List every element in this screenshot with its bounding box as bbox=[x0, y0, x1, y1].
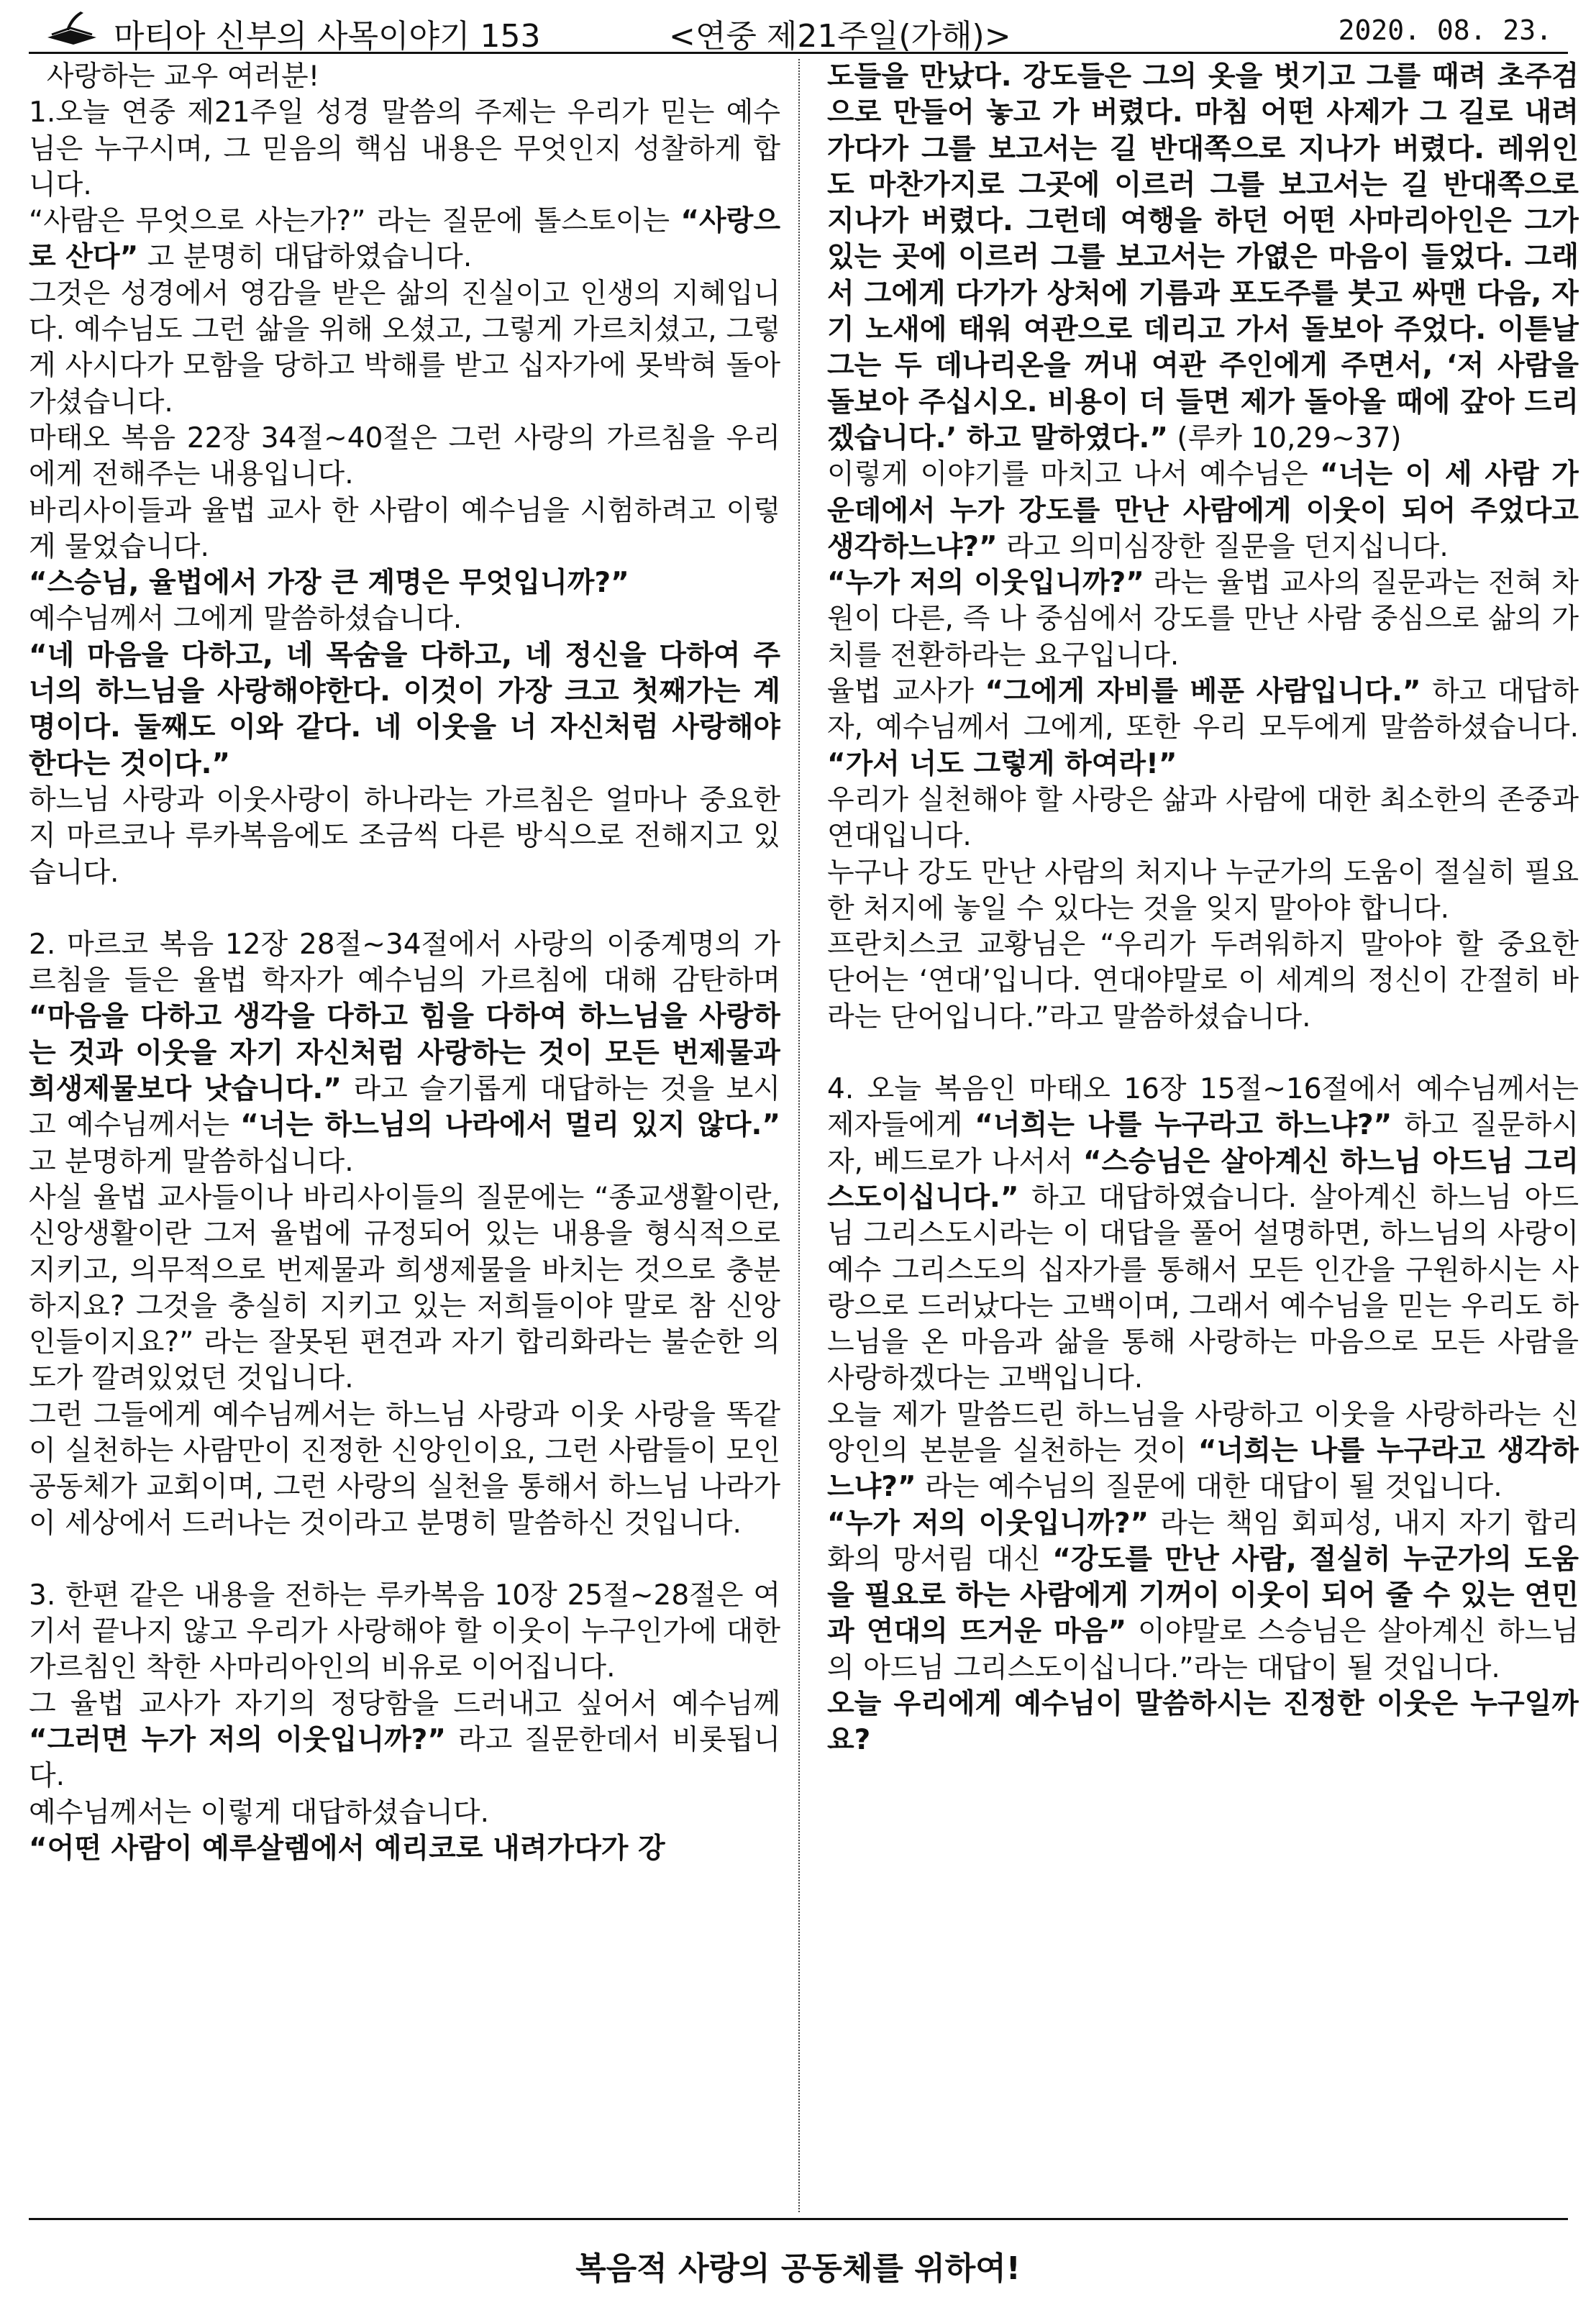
quote: 도들을 만났다. 강도들은 그의 옷을 벗기고 그를 때려 초주검으로 만들어 놓고 가 버렸다. 마침 어떤 사제가 그 길로 내려가다가 그를 보고서는 길 반대쪽으로 지나가 버렸다. 레위인도 마찬가지로 그곳에 이르러 그를 보고서는 길 반대쪽으로 지나가 버렸다. 그런데 여행을 하던 어떤 사마리아인은 그가 있는 곳에 이르러 그를 보고서는 가엾은 마음이 들었다. 그래서 그에게 다가가 상처에 기름과 포도주를 붓고 싸맨 다음, 자기 노새에 태워 여관으로 데리고 가서 돌보아 주었다. 이튿날 그는 두 데나리온을 꺼내 여관 주인에게 주면서, ‘저 사람을 돌보아 주십시오. 비용이 더 들면 제가 돌아올 때에 갚아 드리겠습니다.’ 하고 말하였다.” (루카 10,29~37) bbox=[827, 60, 1579, 455]
paragraph: 그 율법 교사가 자기의 정당함을 드러내고 싶어서 예수님께 “그러면 누가 저의 이웃입니까?” 라고 질문한데서 비롯됩니다. bbox=[29, 1687, 780, 1793]
footer-motto: 복음적 사랑의 공동체를 위하여! bbox=[575, 2250, 1021, 2287]
liturgical-day: <연중 제21주일(가해)> bbox=[669, 18, 1011, 55]
paragraph: 마태오 복음 22장 34절~40절은 그런 사랑의 가르침을 우리에게 전해주는 내용입니다. bbox=[29, 421, 780, 491]
issue-date: 2020. 08. 23. bbox=[1338, 14, 1552, 46]
paragraph: “누가 저의 이웃입니까?” 라는 책임 회피성, 내지 자기 합리화의 망서림 대신 “강도를 만난 사람, 절실히 누군가의 도움을 필요로 하는 사람에게 기꺼이 이웃이 되어 줄 수 있는 연민과 연대의 뜨거운 마음” 이야말로 스승님은 살아계신 하느님의 아드님 그리스도이십니다.”라는 대답이 될 것입니다. bbox=[827, 1507, 1579, 1684]
paragraph: 그것은 성경에서 영감을 받은 삶의 진실이고 인생의 지혜입니다. 예수님도 그런 삶을 위해 오셨고, 그렇게 가르치셨고, 그렇게 사시다가 모함을 당하고 박해를 받고 십자가에 못박혀 돌아가셨습니다. bbox=[29, 277, 780, 419]
paragraph: 1.오늘 연중 제21주일 성경 말씀의 주제는 우리가 믿는 예수님은 누구시며, 그 믿음의 핵심 내용은 무엇인지 성찰하게 합니다. bbox=[29, 96, 780, 201]
paragraph: “누가 저의 이웃입니까?” 라는 율법 교사의 질문과는 전혀 차원이 다른, 즉 나 중심에서 강도를 만난 사람 중심으로 삶의 가치를 전환하라는 요구입니다. bbox=[827, 567, 1579, 672]
paragraph: 누구나 강도 만난 사람의 처지나 누군가의 도움이 절실히 필요한 처지에 놓일 수 있다는 것을 잊지 말아야 합니다. bbox=[827, 856, 1579, 925]
paragraph: 예수님께서 그에게 말씀하셨습니다. bbox=[29, 603, 462, 636]
quote: “어떤 사람이 예루살렘에서 예리코로 내려가다가 강 bbox=[29, 1832, 665, 1865]
bottom-rule bbox=[29, 2218, 1568, 2220]
left-column bbox=[29, 59, 780, 2217]
spacer bbox=[29, 891, 780, 927]
page-header bbox=[29, 7, 1568, 54]
greeting: 사랑하는 교우 여러분! bbox=[46, 60, 320, 93]
paragraph: 그런 그들에게 예수님께서는 하느님 사랑과 이웃 사랑을 똑같이 실천하는 사람만이 진정한 신앙인이요, 그런 사람들이 모인 공동체가 교회이며, 그런 사랑의 실천을 통해서 하느님 나라가 이 세상에서 드러나는 것이라고 분명히 말씀하신 것입니다. bbox=[29, 1398, 780, 1540]
closing-question: 오늘 우리에게 예수님이 말씀하시는 진정한 이웃은 누구일까요? bbox=[827, 1688, 1579, 1757]
column-divider bbox=[798, 59, 800, 2212]
quote: “사랑으로 산다” bbox=[29, 205, 780, 274]
right-column bbox=[827, 59, 1579, 2217]
paragraph: 사실 율법 교사들이나 바리사이들의 질문에는 “종교생활이란, 신앙생활이란 그저 율법에 규정되어 있는 내용을 형식적으로 지키고, 의무적으로 번제물과 희생제물을 바치는 것으로 충분하지요? 그것을 충실히 지키고 있는 저희들이야 말로 참 신앙인들이지요?” 라는 잘못된 편견과 자기 합리화라는 불순한 의도가 깔려있었던 것입니다. bbox=[29, 1181, 780, 1395]
paragraph: 4. 오늘 복음인 마태오 16장 15절~16절에서 예수님께서는 제자들에게 “너희는 나를 누구라고 하느냐?” 하고 질문하시자, 베드로가 나서서 “스승님은 살아계신 하느님 아드님 그리스도이십니다.” 하고 대답하였습니다. 살아계신 하느님 아드님 그리스도시라는 이 대답을 풀어 설명하면, 하느님의 사랑이 예수 그리스도의 십자가를 통해서 모든 인간을 구원하시는 사랑으로 드러났다는 고백이며, 그래서 예수님을 믿는 우리도 하느님을 온 마음과 삶을 통해 사랑하는 마음으로 모든 사람을 사랑하겠다는 고백입니다. bbox=[827, 1073, 1579, 1395]
quote: “스승님, 율법에서 가장 큰 계명은 무엇입니까?” bbox=[29, 567, 629, 600]
paragraph: 바리사이들과 율법 교사 한 사람이 예수님을 시험하려고 이렇게 물었습니다. bbox=[29, 494, 780, 563]
open-book-quill-icon bbox=[45, 9, 99, 47]
spacer bbox=[827, 1036, 1579, 1072]
spacer bbox=[29, 1542, 780, 1578]
paragraph: 이렇게 이야기를 마치고 나서 예수님은 “너는 이 세 사람 가운데에서 누가 강도를 만난 사람에게 이웃이 되어 주었다고 생각하느냐?” 라고 의미심장한 질문을 던지십니다. bbox=[827, 458, 1579, 563]
paragraph: “사람은 무엇으로 사는가?” 라는 질문에 톨스토이는 “사랑으로 산다” 고 분명히 대답하였습니다. bbox=[29, 205, 780, 274]
paragraph: 하느님 사랑과 이웃사랑이 하나라는 가르침은 얼마나 중요한지 마르코나 루카복음에도 조금씩 다른 방식으로 전해지고 있습니다. bbox=[29, 783, 780, 889]
bulletin-title: 마티아 신부의 사목이야기 153 bbox=[114, 18, 541, 55]
paragraph: 오늘 제가 말씀드린 하느님을 사랑하고 이웃을 사랑하라는 신앙인의 본분을 실천하는 것이 “너희는 나를 누구라고 생각하느냐?” 라는 예수님의 질문에 대한 대답이 될 것입니다. bbox=[827, 1398, 1579, 1504]
paragraph: 예수님께서는 이렇게 대답하셨습니다. bbox=[29, 1796, 489, 1829]
paragraph: 우리가 실천해야 할 사랑은 삶과 사람에 대한 최소한의 존중과 연대입니다. bbox=[827, 783, 1579, 853]
paragraph: 3. 한편 같은 내용을 전하는 루카복음 10장 25절~28절은 여기서 끝나지 않고 우리가 사랑해야 할 이웃이 누구인가에 대한 가르침인 착한 사마리아인의 비유로 이어집니다. bbox=[29, 1579, 780, 1684]
quote: “네 마음을 다하고, 네 목숨을 다하고, 네 정신을 다하여 주 너의 하느님을 사랑해야한다. 이것이 가장 크고 첫째가는 계명이다. 둘째도 이와 같다. 네 이웃을 너 자신처럼 사랑해야 한다는 것이다.” bbox=[29, 639, 780, 780]
paragraph: 2. 마르코 복음 12장 28절~34절에서 사랑의 이중계명의 가르침을 들은 율법 학자가 예수님의 가르침에 대해 감탄하며 “마음을 다하고 생각을 다하고 힘을 다하여 하느님을 사랑하는 것과 이웃을 자기 자신처럼 사랑하는 것이 모든 번제물과 희생제물보다 낫습니다.” 라고 슬기롭게 대답하는 것을 보시고 예수님께서는 “너는 하느님의 나라에서 멀리 있지 않다.” 고 분명하게 말씀하십니다. bbox=[29, 928, 780, 1178]
paragraph: 율법 교사가 “그에게 자비를 베푼 사람입니다.” 하고 대답하자, 예수님께서 그에게, 또한 우리 모두에게 말씀하셨습니다. “가서 너도 그렇게 하여라!” bbox=[827, 675, 1579, 780]
paragraph: 프란치스코 교황님은 “우리가 두려워하지 말아야 할 중요한 단어는 ‘연대’입니다. 연대야말로 이 세계의 정신이 간절히 바라는 단어입니다.”라고 말씀하셨습니다. bbox=[827, 928, 1579, 1033]
